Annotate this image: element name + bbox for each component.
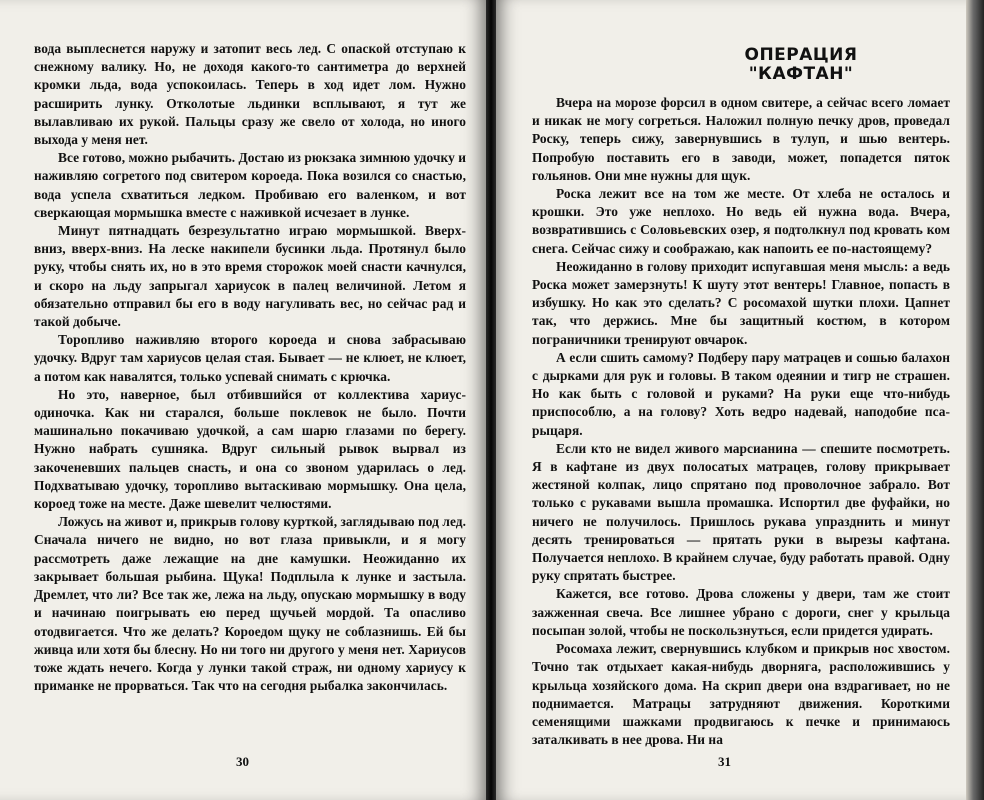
right-paragraph-5: Если кто не видел живого марсианина — спешите посмотреть. Я в кафтане из двух полосатых матрацев, голову прикрывает жестяной колпак, лицо спрятано под проволочное забрало. Вот только с рукавами вышла промашка. Испортил две фуфайки, но ничего не получилось. Пришлось рукава упразднить и минут десять тренироваться — прятать руки в вырезы кафтана. Получается неплохо. В крайнем случае, буду работать правой. Одну руку спрятать быстрее. (532, 440, 950, 584)
left-paragraph-3: Минут пятнадцать безрезультатно играю мормышкой. Вверх-вниз, вверх-вниз. На леске накипели бусинки льда. Протянул было руку, чтобы снять их, но в это время сторожок моей снасти качнулся, и скоро на льду запрыгал хариусок в палец величиной. Летом я обязательно отправил бы его в воду нагуливать вес, но сейчас рад и такой добыче. (34, 223, 466, 330)
chapter-heading-line-2: "КАФТАН" (748, 64, 854, 84)
left-page-number: 30 (236, 754, 249, 769)
left-paragraph-4: Торопливо наживляю второго короеда и снова забрасываю удочку. Вдруг там хариусов целая стая. Бывает — не клюет, не клюет, а потом как навалятся, только успевай снимать с крючка. (34, 332, 466, 384)
left-paragraph-2: Все готово, можно рыбачить. Достаю из рюкзака зимнюю удочку и наживляю согретого под свитером короеда. Пока возился со снастью, вода успела схватиться ледком. Пробиваю его валенком, и вот сверкающая мормышка вместе с наживкой исчезает в лунке. (34, 150, 466, 220)
right-paragraph-4: А если сшить самому? Подберу пару матрацев и сошью балахон с дырками для рук и головы. В таком одеянии и тигр не страшен. Но как быть с головой и руками? На руки еще что-нибудь приспособлю, а на голову? Хоть ведро надевай, наподобие пса-рыцаря. (532, 349, 950, 438)
right-paragraph-3: Неожиданно в голову приходит испугавшая меня мысль: а ведь Роска может замерзнуть! К шуту этот вентерь! Главное, попасть в избушку. Но как это сделать? С росомахой шутки плохи. Цапнет так, что держись. Мне бы защитный костюм, в котором пограничники тренируют овчарок. (532, 258, 950, 347)
left-paragraph-5: Но это, наверное, был отбившийся от коллектива хариус-одиночка. Как ни старался, больше поклевок не было. Почти машинально покачиваю удочкой, а сам шарю глазами по берегу. Нужно набрать сушняка. Вдруг сильный рывок вырвал из закоченевших пальцев снасть, и она со звоном ударилась о лед. Подхватываю удочку, торопливо вытаскиваю мормышку. Она цела, короед тоже на месте. Даже шевелит челюстями. (34, 386, 466, 512)
left-paragraph-6: Ложусь на живот и, прикрыв голову курткой, заглядываю под лед. Сначала ничего не видно, но вот глаза привыкли, и я могу рассмотреть даже лежащие на дне камушки. Неожиданно их закрывает большая рыбина. Щука! Подплыла к лунке и застыла. Дремлет, что ли? Все так же, лежа на льду, опускаю мормышку в воду и начинаю поигрывать ею перед щучьей мордой. Та опасливо отодвигается. Что же делать? Короедом щуку не соблазнишь. Ей бы живца или хотя бы блесну. Но ни того ни другого у меня нет. Хариусов тоже ждать нечего. Когда у лунки такой страж, ни одному хариусу к приманке не прорваться. Так что на сегодня рыбалка закончилась. (34, 514, 466, 694)
right-paragraph-6: Кажется, все готово. Дрова сложены у двери, там же стоит зажженная свеча. Все лишнее убрано с дороги, снег у крыльца посыпан золой, чтобы не поскользнуться, если придется удирать. (532, 586, 950, 638)
left-page (0, 0, 486, 800)
book-edge (966, 0, 984, 800)
right-page (496, 0, 966, 800)
right-paragraph-1: Вчера на морозе форсил в одном свитере, а сейчас всего ломает и никак не могу согреться. Наложил полную печку дров, проведал Роску, теперь сижу, завернувшись в тулуп, и шью вентерь. Попробую поставить его в заводи, может, попадется пяток гольянов. Они мне нужны для щук. (532, 95, 950, 183)
book-gutter (486, 0, 496, 800)
chapter-heading (652, 46, 950, 84)
right-paragraph-7: Росомаха лежит, свернувшись клубком и прикрыв нос хвостом. Точно так отдыхает какая-нибудь дворняга, расположившись у крыльца хозяйского дома. На скрип двери она вздрагивает, но не поднимается. Матрацы затрудняют движения. Короткими семенящими шажками продвигаюсь к печке и принимаюсь заталкивать в нее дрова. Ни на (532, 641, 950, 748)
chapter-heading-line-1: ОПЕРАЦИЯ (744, 45, 858, 65)
left-paragraph-1: вода выплеснется наружу и затопит весь лед. С опаской отступаю к снежному валику. Но, не доходя какого-то сантиметра до верхней кромки льда, вода успокоилась. Теперь в ход идет лом. Нужно расширить лунку. Отколотые льдинки всплывают, я тут же вылавливаю их рукой. Пальцы сразу же свело от холода, но иного выхода у меня нет. (34, 41, 466, 148)
right-page-number: 31 (718, 754, 731, 769)
right-paragraph-2: Роска лежит все на том же месте. От хлеба не осталось и крошки. Это уже неплохо. Но ведь ей нужна вода. Вчера, возвратившись с Соловьевских озер, я подтолкнул под кровать ком снега. Сейчас сижу и соображаю, как напоить ее по-настоящему? (532, 186, 950, 256)
